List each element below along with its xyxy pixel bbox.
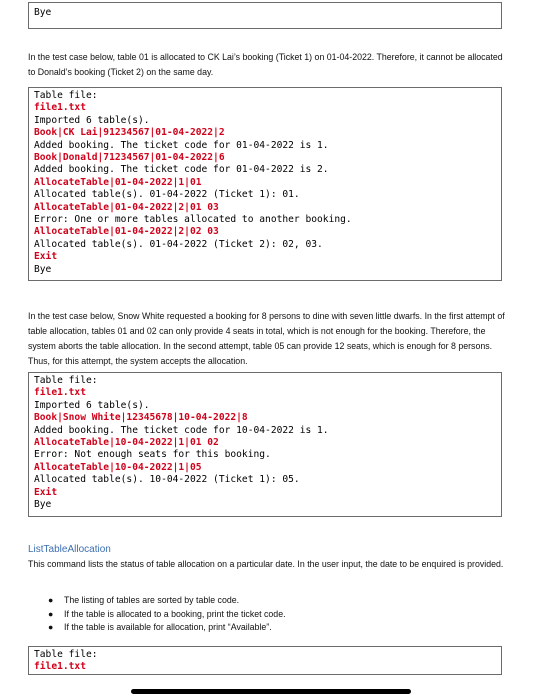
code-line: Bye [34, 7, 52, 18]
code-line: Allocated table(s). 10-04-2022 (Ticket 1): 05. [34, 474, 300, 486]
code-box-2 [28, 87, 502, 281]
code-line: Allocated table(s). 01-04-2022 (Ticket 1): 01. [34, 189, 300, 201]
code-line: AllocateTable|10-04-2022|1|05 [34, 461, 202, 473]
paragraph-3: This command lists the status of table allocation on a particular date. In the user input, the date to be enquired is provided. [28, 559, 504, 569]
list-item-text: If the table is allocated to a booking, print the ticket code. [64, 608, 286, 619]
code-line: Exit [34, 486, 58, 498]
list-item [46, 608, 496, 622]
code-line: Error: Not enough seats for this booking. [34, 449, 271, 461]
code-box-3 [28, 372, 502, 517]
code-line: Added booking. The ticket code for 10-04-2022 is 1. [34, 424, 329, 436]
bullet-icon: ● [48, 622, 54, 632]
code-line: AllocateTable|01-04-2022|1|01 [34, 176, 202, 188]
code-line: Exit [34, 251, 58, 263]
list-item [46, 594, 496, 608]
code-line: Table file: [34, 649, 98, 660]
code-body [34, 375, 501, 511]
bullet-icon: ● [48, 608, 54, 619]
code-line: Book|Snow White|12345678|10-04-2022|8 [34, 412, 248, 424]
code-line: AllocateTable|01-04-2022|2|02 03 [34, 226, 219, 238]
code-body [34, 90, 501, 276]
code-line: AllocateTable|10-04-2022|1|01 02 [34, 437, 219, 449]
list-item-text: The listing of tables are sorted by table code. [64, 595, 240, 605]
code-line: Added booking. The ticket code for 01-04-2022 is 1. [34, 139, 329, 151]
code-line: file1.txt [34, 102, 86, 114]
code-line: Table file: [34, 90, 98, 101]
bullet-list [46, 594, 496, 635]
code-line: Bye [34, 263, 52, 275]
list-item [46, 621, 496, 635]
list-item-text: If the table is available for allocation, print “Available”. [64, 622, 272, 632]
code-line: Error: One or more tables allocated to another booking. [34, 214, 352, 226]
code-line: file1.txt [34, 387, 86, 399]
code-box-4 [28, 646, 502, 675]
section-heading: ListTableAllocation [28, 544, 111, 555]
paragraph-1: In the test case below, table 01 is allocated to CK Lai’s booking (Ticket 1) on 01-04-2022. Therefore, it cannot be allocated to Donald’s booking (Ticket 2) on the same day. [28, 52, 503, 77]
code-line: Imported 6 table(s). [34, 114, 150, 126]
code-box-1 [28, 2, 502, 29]
code-line: Allocated table(s). 01-04-2022 (Ticket 2): 02, 03. [34, 238, 323, 250]
code-line: Table file: [34, 375, 98, 386]
code-line: Book|Donald|71234567|01-04-2022|6 [34, 152, 225, 164]
code-line: Added booking. The ticket code for 01-04-2022 is 2. [34, 164, 329, 176]
code-line: Book|CK Lai|91234567|01-04-2022|2 [34, 127, 225, 139]
code-line: Imported 6 table(s). [34, 399, 150, 411]
code-line: file1.txt [34, 661, 86, 673]
code-body [34, 649, 501, 674]
code-line: AllocateTable|01-04-2022|2|01 03 [34, 201, 219, 213]
home-indicator-bar[interactable] [131, 689, 411, 694]
code-line: Bye [34, 499, 52, 511]
paragraph-2: In the test case below, Snow White requested a booking for 8 persons to dine with seven little dwarfs. In the first attempt of table allocation, tables 01 and 02 can only provide 4 seats in total, which is not enough for the booking. Therefore, the system aborts the table allocation. In the second attempt, table 05 can provide 12 seats, which is enough for 8 persons. Thus, for this attempt, the system accepts the allocation. [28, 311, 505, 366]
bullet-icon: ● [48, 595, 54, 605]
